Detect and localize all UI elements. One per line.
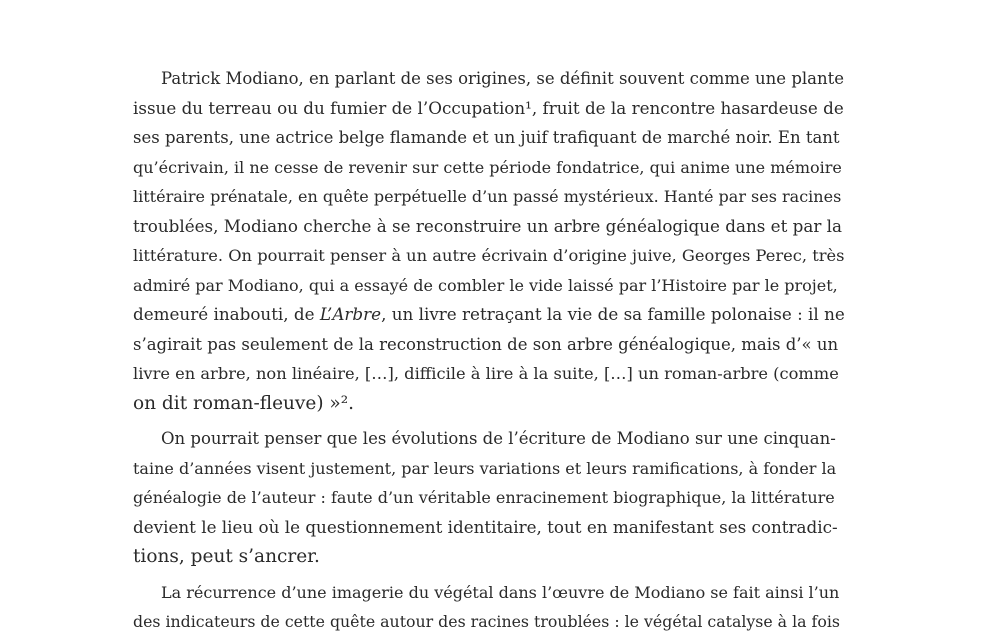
text-line: Patrick Modiano, en parlant de ses origines, se définit souvent comme une plante [161, 69, 845, 88]
text-line: devient le lieu où le questionnement identitaire, tout en manifestant ses contradic- [133, 516, 838, 537]
text-line: taine d’années visent justement, par leurs variations et leurs ramifications, à fonder la [133, 458, 837, 478]
text-line: des indicateurs de cette quête autour des racines troublées : le végétal catalyse à la fois [133, 612, 840, 631]
text-line: demeuré inabouti, de L’Arbre, un livre retraçant la vie de sa famille polonaise : il ne [133, 304, 845, 324]
text-line: troublées, Modiano cherche à se reconstruire un arbre généalogique dans et par la [133, 215, 843, 236]
text-line: On pourrait penser que les évolutions de l’écriture de Modiano sur une cinquan- [161, 429, 836, 448]
text-line: généalogie de l’auteur : faute d’un véritable enracinement biographique, la littérature [133, 488, 835, 507]
text-line: littérature. On pourrait penser à un autre écrivain d’origine juive, Georges Perec, très [133, 246, 845, 265]
book-title: L’Arbre [319, 304, 382, 324]
text-line: livre en arbre, non linéaire, […], difficile à lire à la suite, […] un roman-arbre (comme [133, 364, 839, 383]
text-line: ses parents, une actrice belge flamande et un juif trafiquant de marché noir. En tant [133, 128, 840, 147]
text-line: littéraire prénatale, en quête perpétuelle d’un passé mystérieux. Hanté par ses racines [133, 187, 842, 206]
text-line: issue du terreau ou du fumier de l’Occupation¹, fruit de la rencontre hasardeuse de [133, 97, 844, 118]
paragraph-2 [133, 424, 845, 572]
paragraph-3 [133, 578, 845, 637]
text-line: La récurrence d’une imagerie du végétal dans l’œuvre de Modiano se fait ainsi l’un [161, 582, 840, 602]
text-line: qu’écrivain, il ne cesse de revenir sur cette période fondatrice, qui anime une mémoire [133, 157, 842, 177]
text-line: s’agirait pas seulement de la reconstruction de son arbre généalogique, mais d’« un [133, 334, 839, 354]
text-line: tions, peut s’ancrer. [133, 546, 320, 567]
body-text [133, 64, 845, 637]
paragraph-1 [133, 64, 845, 418]
text-line: on dit roman-fleuve) »². [133, 392, 355, 414]
text-line: admiré par Modiano, qui a essayé de combler le vide laissé par l’Histoire par le projet, [133, 275, 838, 295]
